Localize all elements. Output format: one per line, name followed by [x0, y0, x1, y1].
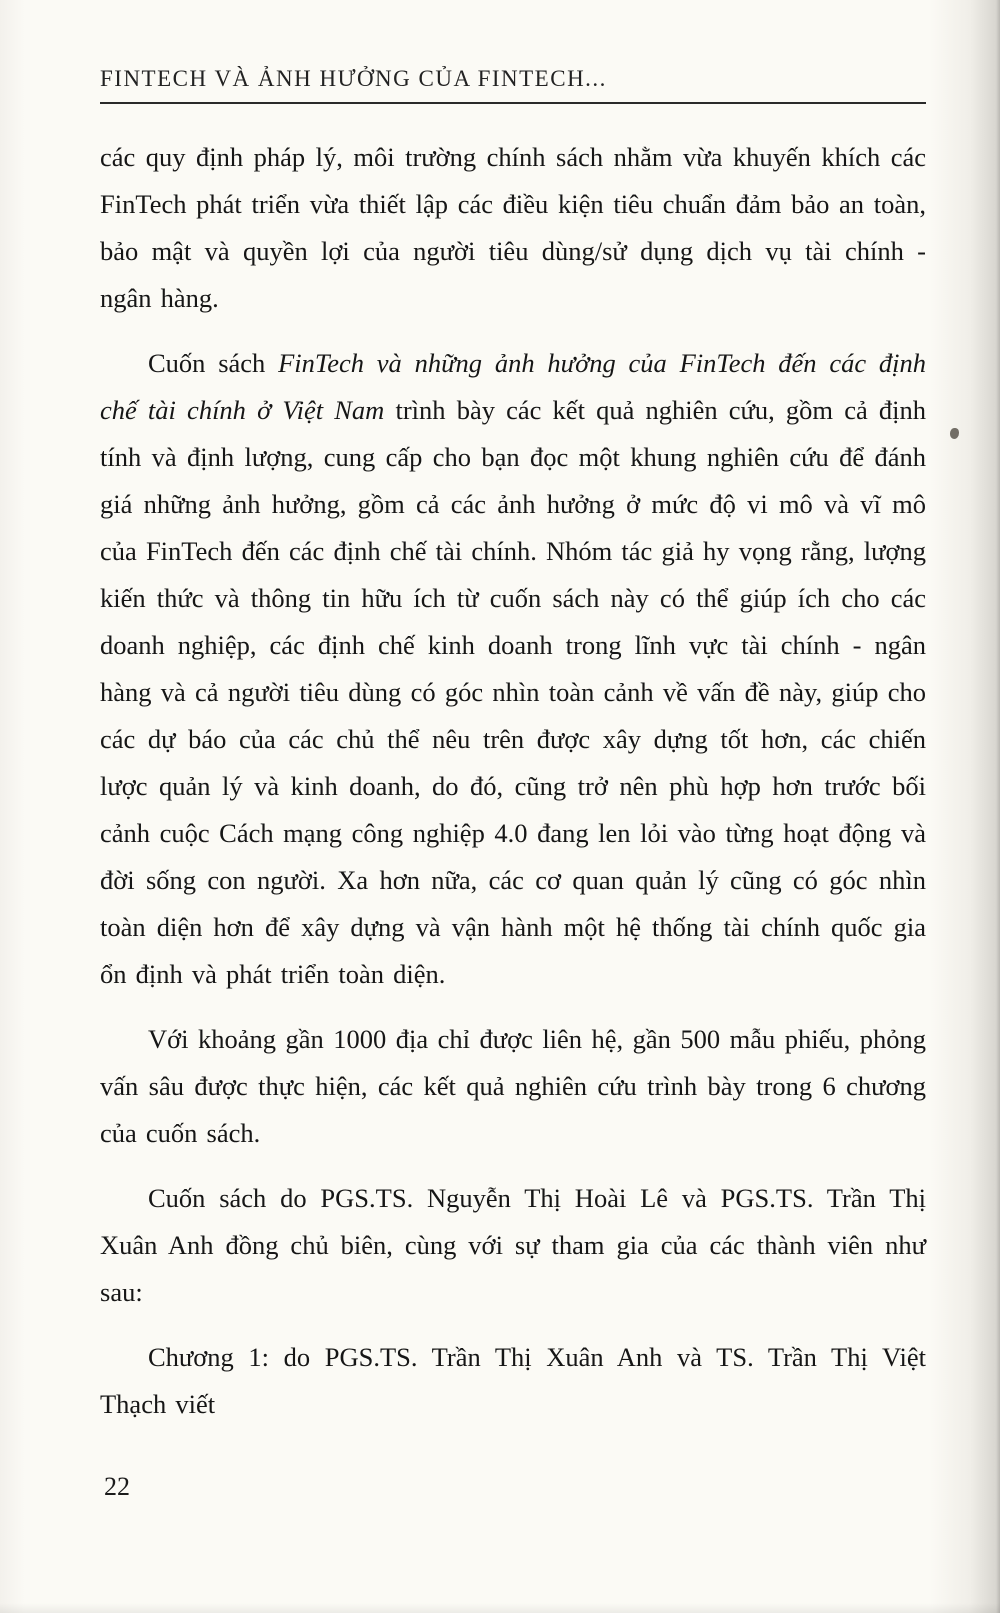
- text-segment: Chương 1: do PGS.TS. Trần Thị Xuân Anh và TS. Trần Thị Việt Thạch viết: [100, 1342, 926, 1419]
- paragraph: [100, 134, 926, 322]
- text-segment: các quy định pháp lý, môi trường chính sách nhằm vừa khuyến khích các FinTech phát triển vừa thiết lập các điều kiện tiêu chuẩn đảm bảo an toàn, bảo mật và quyền lợi của người tiêu dùng/sử dụng dịch vụ tài chính - ngân hàng.: [100, 142, 926, 313]
- page-body: [100, 134, 926, 1428]
- scan-shadow: [0, 1603, 1000, 1613]
- paragraph: [100, 1334, 926, 1428]
- running-header: FINTECH VÀ ẢNH HƯỞNG CỦA FINTECH...: [100, 66, 926, 104]
- paragraph: [100, 1016, 926, 1157]
- text-segment: Cuốn sách: [148, 348, 279, 378]
- page: [100, 66, 926, 1446]
- paragraph: [100, 1175, 926, 1316]
- text-segment: FinTech và những ảnh hưởng của FinTech đến các định chế tài chính ở Việt Nam: [100, 348, 926, 425]
- paragraph: [100, 340, 926, 998]
- text-segment: Với khoảng gần 1000 địa chỉ được liên hệ, gần 500 mẫu phiếu, phỏng vấn sâu được thực hiện, các kết quả nghiên cứu trình bày trong 6 chương của cuốn sách.: [100, 1024, 926, 1148]
- scan-artifact: [950, 428, 959, 439]
- text-segment: Cuốn sách do PGS.TS. Nguyễn Thị Hoài Lê và PGS.TS. Trần Thị Xuân Anh đồng chủ biên, cùng với sự tham gia của các thành viên như sau:: [100, 1183, 926, 1307]
- page-number: 22: [104, 1472, 130, 1501]
- text-segment: trình bày các kết quả nghiên cứu, gồm cả định tính và định lượng, cung cấp cho bạn đọc một khung nghiên cứu để đánh giá những ảnh hưởng, gồm cả các ảnh hưởng ở mức độ vi mô và vĩ mô của FinTech đến các định chế tài chính. Nhóm tác giả hy vọng rằng, lượng kiến thức và thông tin hữu ích từ cuốn sách này có thể giúp ích cho các doanh nghiệp, các định chế kinh doanh trong lĩnh vực tài chính - ngân hàng và cả người tiêu dùng có góc nhìn toàn cảnh về vấn đề này, giúp cho các dự báo của các chủ thể nêu trên được xây dựng tốt hơn, các chiến lược quản lý và kinh doanh, do đó, cũng trở nên phù hợp hơn trước bối cảnh cuộc Cách mạng công nghiệp 4.0 đang len lỏi vào từng hoạt động và đời sống con người. Xa hơn nữa, các cơ quan quản lý cũng có góc nhìn toàn diện hơn để xây dựng và vận hành một hệ thống tài chính quốc gia ổn định và phát triển toàn diện.: [100, 395, 926, 989]
